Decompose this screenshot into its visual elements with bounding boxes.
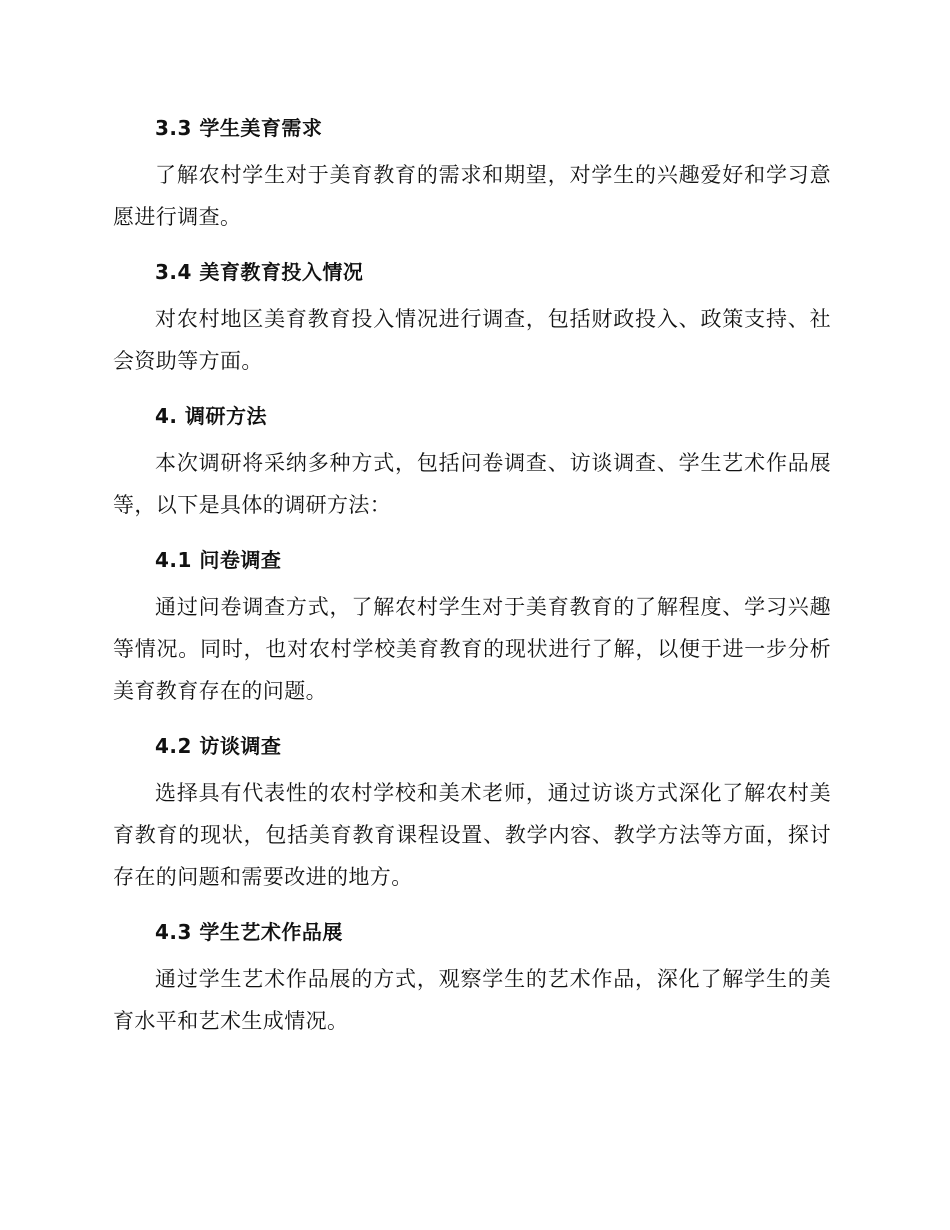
document-page: [113, 108, 831, 1056]
section-heading: 4. 调研方法: [155, 404, 267, 428]
section-heading: 4.3 学生艺术作品展: [155, 920, 343, 944]
section-paragraph: 了解农村学生对于美育教育的需求和期望，对学生的兴趣爱好和学习意愿进行调查。: [113, 163, 831, 229]
section-4-1: [113, 540, 831, 712]
section-4-3: [113, 912, 831, 1042]
section-paragraph: 通过学生艺术作品展的方式，观察学生的艺术作品，深化了解学生的美育水平和艺术生成情况。: [113, 967, 831, 1033]
section-heading: 3.4 美育教育投入情况: [155, 260, 364, 284]
section-paragraph: 选择具有代表性的农村学校和美术老师，通过访谈方式深化了解农村美育教育的现状，包括美育教育课程设置、教学内容、教学方法等方面，探讨存在的问题和需要改进的地方。: [113, 781, 831, 889]
section-heading: 4.2 访谈调查: [155, 734, 282, 758]
section-3-3: [113, 108, 831, 238]
section-paragraph: 本次调研将采纳多种方式，包括问卷调查、访谈调查、学生艺术作品展等，以下是具体的调研方法：: [113, 451, 831, 517]
section-paragraph: 通过问卷调查方式，了解农村学生对于美育教育的了解程度、学习兴趣等情况。同时，也对农村学校美育教育的现状进行了解，以便于进一步分析美育教育存在的问题。: [113, 595, 831, 703]
section-4-2: [113, 726, 831, 898]
section-3-4: [113, 252, 831, 382]
section-paragraph: 对农村地区美育教育投入情况进行调查，包括财政投入、政策支持、社会资助等方面。: [113, 307, 831, 373]
section-heading: 4.1 问卷调查: [155, 548, 282, 572]
section-4: [113, 396, 831, 526]
section-heading: 3.3 学生美育需求: [155, 116, 323, 140]
